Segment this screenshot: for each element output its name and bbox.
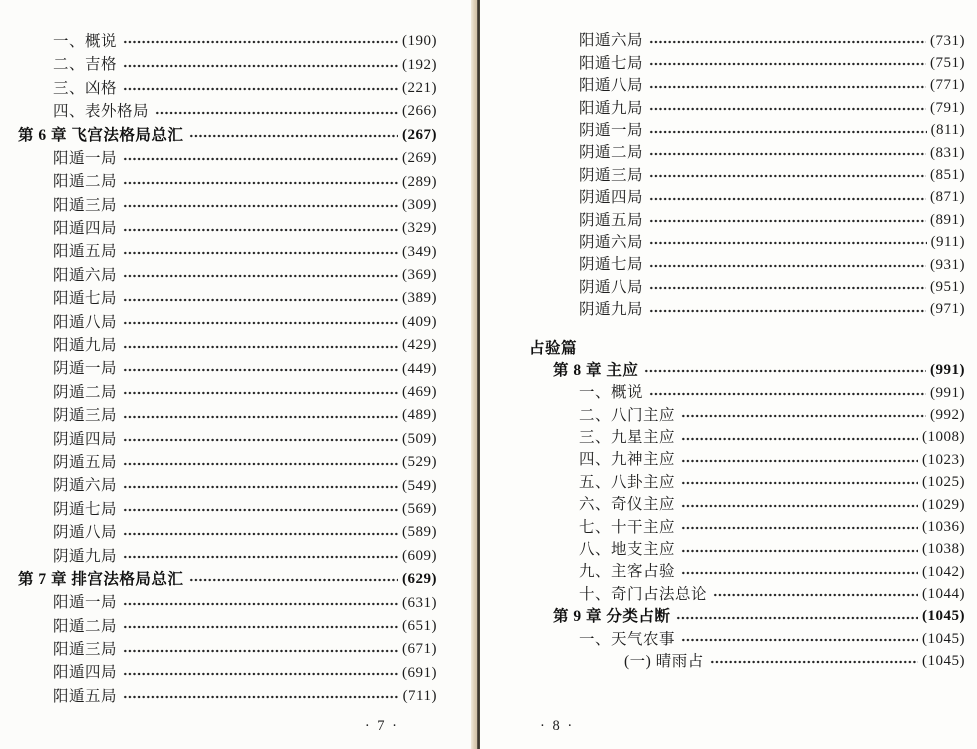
toc-entry-page-ref: (409) (402, 313, 437, 330)
toc-entry (529, 209, 965, 231)
toc-entry (529, 75, 965, 97)
toc-entry (529, 276, 965, 298)
leader-dots (649, 52, 926, 74)
toc-entry-label: 阴遁六局 (579, 233, 644, 251)
toc-entry-page-ref: (629) (402, 571, 437, 588)
toc-entry-page-ref: (671) (402, 641, 437, 658)
toc-entry-page-ref: (771) (930, 77, 965, 94)
toc-entry-label: 阳遁八局 (579, 77, 644, 95)
toc-entry-label: 三、凶格 (53, 79, 118, 97)
toc-entry-label: 一、天气农事 (579, 630, 676, 648)
leader-dots (123, 685, 399, 708)
leader-dots (676, 606, 918, 628)
toc-entry (529, 30, 965, 52)
toc-entry (18, 498, 437, 521)
toc-entry (18, 357, 437, 380)
page-number-footer-left: · 7 · (364, 718, 399, 734)
toc-entry-label: 阳遁九局 (53, 337, 118, 355)
leader-dots (649, 97, 926, 119)
leader-dots (123, 311, 398, 334)
toc-entry-page-ref: (1045) (922, 608, 965, 625)
toc-entry-label: 第 6 章 飞宫法格局总汇 (18, 126, 184, 144)
toc-entry (529, 404, 965, 426)
toc-entry-label: 阴遁三局 (579, 166, 644, 184)
toc-entry (529, 516, 965, 538)
toc-entry-label: 阳遁一局 (53, 149, 118, 167)
leader-dots (649, 382, 926, 404)
toc-entry-label: 二、八门主应 (579, 406, 676, 424)
toc-entry-label: 阴遁九局 (53, 547, 118, 565)
toc-entry-label: 阳遁六局 (53, 266, 118, 284)
leader-dots (123, 498, 398, 521)
toc-entry-page-ref: (509) (402, 430, 437, 447)
toc-entry (18, 124, 437, 147)
toc-entry-label: (一) 晴雨占 (624, 652, 704, 670)
toc-entry-page-ref: (951) (930, 278, 965, 295)
leader-dots (123, 30, 398, 53)
toc-entry (18, 194, 437, 217)
toc-entry (529, 254, 965, 276)
leader-dots (649, 120, 927, 142)
leader-dots (155, 100, 398, 123)
page-number-footer-right: · 8 · (540, 718, 575, 734)
toc-entry-label: 阴遁七局 (579, 256, 644, 274)
toc-entry-page-ref: (731) (930, 32, 965, 49)
leader-dots (123, 591, 398, 614)
toc-entry-page-ref: (266) (402, 103, 437, 120)
toc-entry-label: 六、奇仪主应 (579, 496, 676, 514)
toc-entry-page-ref: (569) (402, 501, 437, 517)
leader-dots (681, 471, 918, 493)
leader-dots (123, 451, 398, 474)
toc-entry-page-ref: (871) (930, 189, 965, 206)
toc-entry-label: 阳遁九局 (579, 99, 644, 117)
toc-entry (529, 382, 965, 404)
toc-entry (18, 474, 437, 497)
toc-entry-label: 阳遁四局 (53, 220, 118, 238)
toc-entry-label: 阴遁四局 (53, 430, 118, 448)
toc-entry-page-ref: (309) (402, 196, 437, 213)
toc-entry-label: 阴遁一局 (53, 360, 118, 378)
leader-dots (123, 287, 398, 310)
toc-entry-label: 阴遁三局 (53, 407, 118, 425)
toc-entry-page-ref: (991) (930, 362, 965, 379)
leader-dots (681, 494, 918, 516)
toc-entry-label: 九、主客占验 (579, 563, 676, 581)
leader-dots (681, 449, 918, 471)
toc-entry-page-ref: (449) (402, 360, 437, 377)
toc-entry (529, 359, 965, 381)
toc-entry-page-ref: (469) (402, 384, 437, 401)
toc-page-right (480, 0, 977, 749)
toc-entry-page-ref: (1042) (922, 563, 965, 580)
leader-dots (649, 209, 926, 231)
toc-entry (18, 521, 437, 544)
toc-entry (18, 591, 437, 614)
toc-entry (18, 685, 437, 708)
toc-entry (18, 662, 437, 685)
toc-entry (18, 287, 437, 310)
toc-entry (18, 568, 437, 591)
toc-entry (18, 428, 437, 451)
toc-entry-page-ref: (971) (930, 301, 965, 318)
toc-entry (18, 404, 437, 427)
leader-dots (681, 516, 918, 538)
toc-entry-page-ref: (289) (402, 173, 437, 190)
toc-entry (529, 628, 965, 650)
leader-dots (649, 142, 926, 164)
toc-entry (529, 187, 965, 209)
toc-entry-label: 占验篇 (529, 339, 578, 357)
toc-entry-label: 阳遁七局 (53, 290, 118, 308)
toc-entry-page-ref: (991) (930, 384, 965, 401)
toc-entry-page-ref: (831) (930, 144, 965, 161)
leader-dots (123, 53, 398, 76)
toc-page-left-entries (18, 30, 437, 708)
toc-entry (18, 638, 437, 661)
leader-dots (189, 124, 398, 147)
toc-entry-page-ref: (992) (930, 406, 965, 423)
book-gutter (471, 0, 480, 749)
toc-entry (529, 120, 965, 142)
leader-dots (123, 662, 398, 685)
toc-entry (18, 451, 437, 474)
leader-dots (644, 359, 926, 381)
toc-entry (529, 583, 965, 605)
toc-entry-page-ref: (651) (402, 617, 437, 634)
toc-entry (529, 52, 965, 74)
toc-entry-page-ref: (1025) (922, 474, 965, 491)
toc-entry (18, 170, 437, 193)
toc-entry (18, 264, 437, 287)
toc-entry-label: 阳遁五局 (53, 687, 118, 705)
leader-dots (123, 194, 398, 217)
leader-dots (123, 521, 398, 544)
toc-entry-label: 阳遁七局 (579, 54, 644, 72)
toc-entry-page-ref: (1036) (922, 518, 965, 535)
toc-entry-page-ref: (811) (930, 122, 965, 139)
toc-entry-page-ref: (429) (402, 337, 437, 354)
toc-entry-label: 二、吉格 (53, 56, 118, 74)
toc-entry (529, 299, 965, 321)
leader-dots (681, 561, 918, 583)
leader-dots (123, 404, 398, 427)
toc-entry-label: 第 8 章 主应 (553, 361, 639, 379)
toc-entry-label: 阳遁一局 (53, 594, 118, 612)
toc-entry-label: 一、概说 (53, 32, 118, 50)
toc-entry-page-ref: (369) (402, 267, 437, 284)
leader-dots (123, 147, 398, 170)
toc-entry-label: 四、表外格局 (53, 103, 150, 121)
toc-entry-page-ref: (267) (402, 126, 437, 143)
toc-entry (18, 381, 437, 404)
leader-dots (649, 75, 926, 97)
toc-entry-page-ref: (349) (402, 243, 437, 260)
toc-entry-page-ref: (589) (402, 524, 437, 541)
toc-page-right-entries (529, 30, 965, 673)
leader-dots (123, 334, 398, 357)
leader-dots (710, 651, 918, 673)
toc-entry-page-ref: (631) (402, 594, 437, 611)
leader-dots (681, 628, 918, 650)
toc-entry (529, 427, 965, 449)
toc-entry-label: 阳遁二局 (53, 617, 118, 635)
leader-dots (123, 474, 398, 497)
toc-entry (18, 100, 437, 123)
leader-dots (123, 241, 398, 264)
toc-entry (18, 30, 437, 53)
leader-dots (123, 545, 398, 568)
toc-entry-label: 阴遁六局 (53, 477, 118, 495)
toc-entry-label: 阴遁五局 (579, 211, 644, 229)
leader-dots (123, 264, 398, 287)
toc-entry-page-ref: (549) (402, 477, 437, 494)
toc-entry-page-ref: (891) (930, 211, 965, 228)
toc-entry (529, 494, 965, 516)
toc-entry (18, 334, 437, 357)
toc-entry-page-ref: (791) (930, 99, 965, 116)
leader-dots (681, 427, 918, 449)
toc-entry-page-ref: (1044) (922, 586, 965, 603)
toc-entry (529, 606, 965, 628)
toc-entry (529, 449, 965, 471)
toc-entry-label: 一、概说 (579, 384, 644, 402)
leader-dots (123, 428, 398, 451)
leader-dots (189, 568, 398, 591)
toc-entry (529, 97, 965, 119)
leader-dots (649, 232, 927, 254)
toc-entry-label: 阳遁二局 (53, 173, 118, 191)
leader-dots (123, 381, 398, 404)
toc-entry-page-ref: (1038) (922, 541, 965, 558)
toc-entry-page-ref: (851) (930, 167, 965, 184)
toc-entry-label: 十、奇门占法总论 (579, 585, 708, 603)
toc-entry-page-ref: (190) (402, 33, 437, 50)
toc-entry-page-ref: (751) (930, 55, 965, 72)
toc-entry-label: 阴遁五局 (53, 453, 118, 471)
toc-entry-label: 阴遁二局 (579, 144, 644, 162)
toc-entry-page-ref: (269) (402, 150, 437, 167)
toc-entry-page-ref: (691) (402, 664, 437, 681)
toc-entry-page-ref: (931) (930, 256, 965, 273)
leader-dots (123, 170, 398, 193)
leader-dots (123, 357, 398, 380)
leader-dots (123, 638, 398, 661)
toc-entry-page-ref: (911) (930, 234, 965, 251)
leader-dots (681, 404, 926, 426)
toc-entry (529, 471, 965, 493)
toc-entry-page-ref: (389) (402, 290, 437, 307)
toc-entry-label: 阴遁二局 (53, 383, 118, 401)
toc-entry-label: 阳遁三局 (53, 196, 118, 214)
toc-entry (529, 232, 965, 254)
toc-entry (529, 337, 965, 359)
leader-dots (649, 164, 926, 186)
toc-entry-label: 阴遁一局 (579, 122, 644, 139)
toc-entry-label: 第 7 章 排宫法格局总汇 (18, 570, 184, 588)
toc-entry (18, 241, 437, 264)
toc-entry-page-ref: (711) (402, 688, 437, 705)
leader-dots (649, 299, 926, 321)
toc-entry-page-ref: (1023) (922, 451, 965, 468)
toc-entry (529, 651, 965, 673)
toc-entry-label: 八、地支主应 (579, 541, 676, 559)
toc-entry-page-ref: (609) (402, 547, 437, 564)
toc-entry (18, 147, 437, 170)
leader-dots (123, 77, 398, 100)
toc-entry (18, 53, 437, 76)
toc-entry-label: 第 9 章 分类占断 (553, 608, 671, 626)
toc-entry (18, 615, 437, 638)
leader-dots (123, 615, 398, 638)
toc-entry-label: 阴遁四局 (579, 189, 644, 207)
leader-dots (681, 539, 918, 561)
toc-entry-page-ref: (221) (402, 79, 437, 96)
toc-page-left (0, 0, 471, 749)
toc-entry (529, 561, 965, 583)
toc-entry-page-ref: (489) (402, 407, 437, 424)
toc-entry-label: 阳遁四局 (53, 664, 118, 682)
toc-entry-label: 四、九神主应 (579, 451, 676, 469)
toc-entry-label: 阴遁九局 (579, 301, 644, 319)
leader-dots (649, 30, 926, 52)
leader-dots (713, 583, 918, 605)
toc-entry-page-ref: (1045) (922, 653, 965, 670)
leader-dots (649, 187, 926, 209)
toc-entry (529, 539, 965, 561)
leader-dots (123, 217, 398, 240)
toc-entry-label: 七、十干主应 (579, 518, 676, 536)
toc-entry-page-ref: (1029) (922, 496, 965, 513)
leader-dots (649, 254, 926, 276)
toc-entry-label: 五、八卦主应 (579, 473, 676, 491)
toc-entry-label: 三、九星主应 (579, 429, 676, 447)
toc-entry-page-ref: (529) (402, 454, 437, 471)
toc-entry-label: 阳遁三局 (53, 641, 118, 659)
toc-entry-label: 阴遁八局 (579, 278, 644, 296)
toc-entry (18, 77, 437, 100)
toc-entry (529, 142, 965, 164)
toc-entry (18, 217, 437, 240)
toc-entry-label: 阳遁六局 (579, 32, 644, 50)
toc-entry (18, 311, 437, 334)
toc-entry-label: 阴遁七局 (53, 500, 118, 518)
toc-entry-label: 阴遁八局 (53, 524, 118, 542)
toc-entry-page-ref: (329) (402, 220, 437, 237)
toc-entry (529, 164, 965, 186)
toc-entry-label: 阳遁八局 (53, 313, 118, 331)
toc-entry-label: 阳遁五局 (53, 243, 118, 261)
toc-entry-page-ref: (1008) (922, 429, 965, 446)
leader-dots (649, 276, 926, 298)
toc-entry-page-ref: (192) (402, 56, 437, 73)
toc-entry-page-ref: (1045) (922, 630, 965, 647)
toc-entry (18, 545, 437, 568)
